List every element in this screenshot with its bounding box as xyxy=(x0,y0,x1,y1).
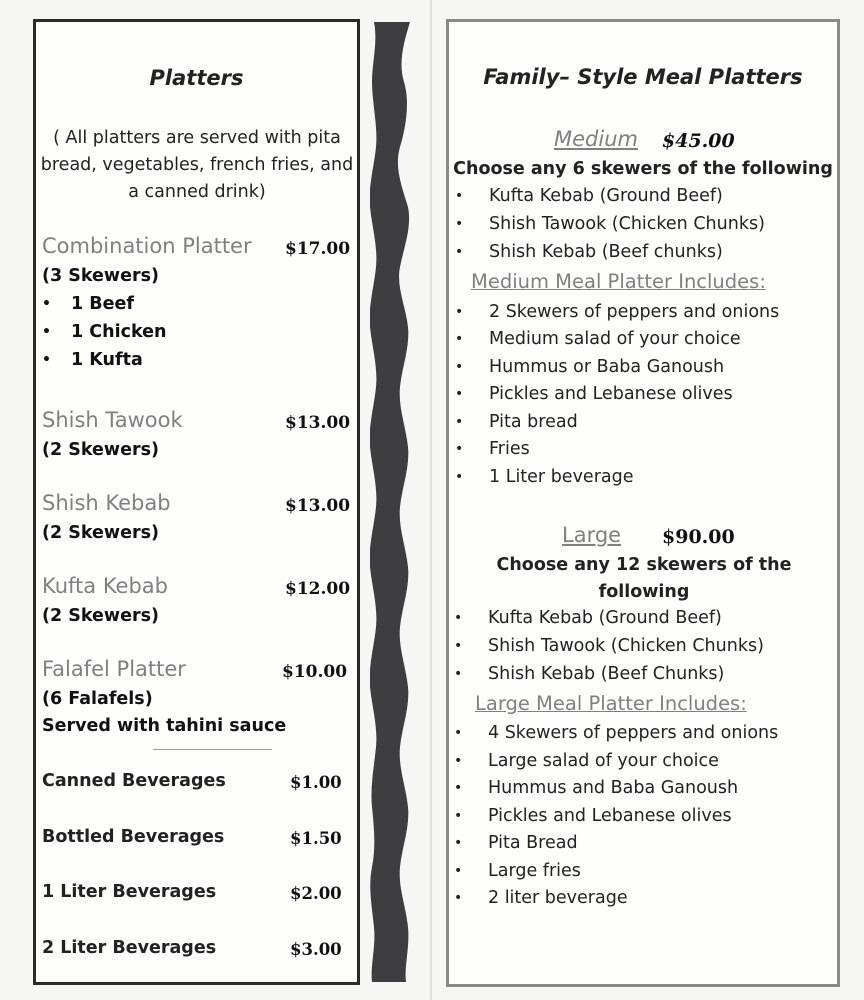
large-include-3: • Hummus and Baba Ganoush xyxy=(488,778,738,798)
canned-beverages-name: Canned Beverages xyxy=(42,771,226,791)
platters-panel xyxy=(33,19,360,985)
large-size-label: Large xyxy=(562,523,622,547)
shish-kebab-price: $13.00 xyxy=(285,496,351,516)
medium-include-3: • Hummus or Baba Ganoush xyxy=(489,357,724,377)
medium-skewer-kufta: • Kufta Kebab (Ground Beef) xyxy=(489,186,723,206)
medium-include-4: • Pickles and Lebanese olives xyxy=(489,384,733,404)
family-platters-title: Family– Style Meal Platters xyxy=(483,65,803,89)
kufta-kebab-skewers: (2 Skewers) xyxy=(42,606,159,626)
shish-kebab-skewers: (2 Skewers) xyxy=(42,523,159,543)
shish-kebab-name: Shish Kebab xyxy=(42,491,171,515)
combination-item-chicken: • 1 Chicken xyxy=(71,322,166,342)
combination-item-beef: • 1 Beef xyxy=(71,294,134,314)
large-include-6: • Large fries xyxy=(488,861,581,881)
medium-include-7: • 1 Liter beverage xyxy=(489,467,634,487)
platters-title: Platters xyxy=(149,66,244,90)
medium-include-6: • Fries xyxy=(489,439,530,459)
falafel-platter-price: $10.00 xyxy=(282,662,348,682)
beverage-divider xyxy=(153,749,272,750)
liter-beverages-name: 1 Liter Beverages xyxy=(42,882,217,902)
medium-include-5: • Pita bread xyxy=(489,412,578,432)
large-include-2: • Large salad of your choice xyxy=(488,751,719,771)
medium-skewer-tawook: • Shish Tawook (Chicken Chunks) xyxy=(489,214,765,234)
large-choose-text: Choose any 12 skewers of the following xyxy=(496,555,792,602)
bottled-beverages-price: $1.50 xyxy=(290,829,342,848)
two-liter-beverages-price: $3.00 xyxy=(290,940,342,959)
large-include-5: • Pita Bread xyxy=(488,833,578,853)
decorative-wave-band xyxy=(370,22,413,982)
medium-price: $45.00 xyxy=(662,130,735,152)
large-includes-label: Large Meal Platter Includes: xyxy=(475,692,747,715)
medium-size-label: Medium xyxy=(554,127,638,151)
platters-note: ( All platters are served with pita bread, vegetables, french fries, and a canned drink) xyxy=(40,128,354,202)
liter-beverages-price: $2.00 xyxy=(290,884,342,903)
kufta-kebab-name: Kufta Kebab xyxy=(42,574,169,598)
two-liter-beverages-name: 2 Liter Beverages xyxy=(42,938,217,958)
combination-platter-price: $17.00 xyxy=(285,239,351,259)
shish-tawook-price: $13.00 xyxy=(285,413,351,433)
large-include-4: • Pickles and Lebanese olives xyxy=(488,806,732,826)
shish-tawook-skewers: (2 Skewers) xyxy=(42,440,159,460)
falafel-platter-sauce: Served with tahini sauce xyxy=(42,716,287,736)
combination-platter-skewers: (3 Skewers) xyxy=(42,266,159,286)
medium-includes-label: Medium Meal Platter Includes: xyxy=(471,270,766,293)
family-platters-panel xyxy=(446,19,840,987)
shish-tawook-name: Shish Tawook xyxy=(42,408,183,432)
large-skewer-kebab: • Shish Kebab (Beef Chunks) xyxy=(488,664,724,684)
large-skewer-tawook: • Shish Tawook (Chicken Chunks) xyxy=(488,636,764,656)
combination-item-kufta: • 1 Kufta xyxy=(71,350,143,370)
large-include-1: • 4 Skewers of peppers and onions xyxy=(488,723,778,743)
canned-beverages-price: $1.00 xyxy=(290,773,342,792)
medium-include-1: • 2 Skewers of peppers and onions xyxy=(489,302,779,322)
page-fold xyxy=(430,0,432,1000)
falafel-platter-name: Falafel Platter xyxy=(42,657,186,681)
kufta-kebab-price: $12.00 xyxy=(285,579,351,599)
bottled-beverages-name: Bottled Beverages xyxy=(42,827,225,847)
large-price: $90.00 xyxy=(662,526,735,548)
medium-choose-text: Choose any 6 skewers of the following xyxy=(453,159,833,179)
combination-platter-name: Combination Platter xyxy=(42,234,252,258)
medium-skewer-kebab: • Shish Kebab (Beef chunks) xyxy=(489,242,723,262)
large-skewer-kufta: • Kufta Kebab (Ground Beef) xyxy=(488,608,722,628)
falafel-platter-count: (6 Falafels) xyxy=(42,689,153,709)
large-include-7: • 2 liter beverage xyxy=(488,888,628,908)
medium-include-2: • Medium salad of your choice xyxy=(489,329,741,349)
